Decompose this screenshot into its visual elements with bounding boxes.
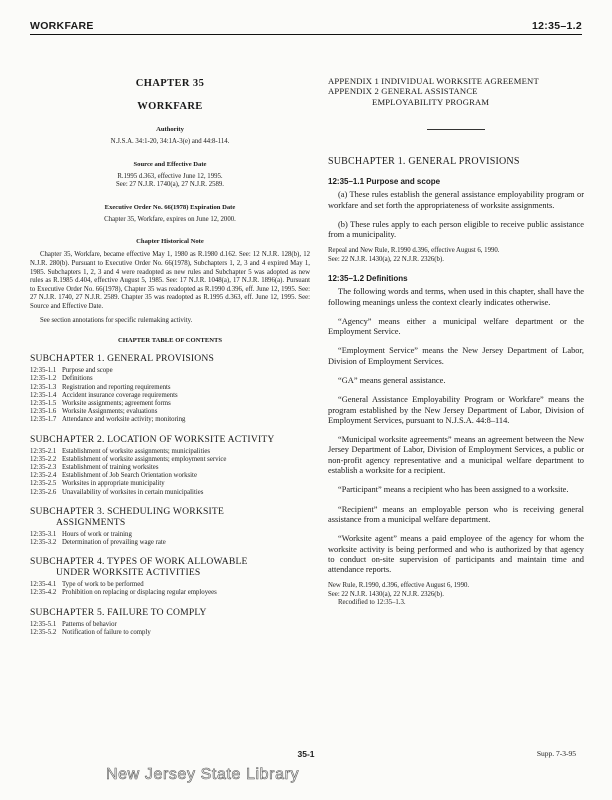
appendix-list (328, 76, 584, 107)
toc-entry (30, 448, 310, 456)
toc-entry-number: 12:35-3.1 (30, 530, 57, 538)
toc-entry-title: Registration and reporting requirements (62, 383, 171, 391)
source-heading: Source and Effective Date (133, 160, 207, 168)
definition-item: “GA” means general assistance. (338, 376, 446, 385)
definition-item: “Recipient” means an employable person who is receiving general assistance from a municipal welfare department. (328, 504, 584, 524)
toc-entry-title: Establishment of Job Search Orientation worksite (62, 472, 197, 480)
toc-subchapter-4 (30, 556, 310, 578)
section-1-2-note-line-3: Recodified to 12:35–1.3. (338, 599, 406, 607)
toc-entry-number: 12:35-2.1 (30, 447, 57, 455)
definition-item: “General Assistance Employability Program or Workfare” means the program established by the New Jersey Department of Labor, Division of Employment Services, pursuant to N.J.S.A. 44:8–114. (328, 395, 584, 425)
toc-entry-title: Worksites in appropriate municipality (62, 480, 165, 488)
toc-entry-title: Worksite assignments; agreement forms (62, 399, 171, 407)
toc-entry-number: 12:35-1.6 (30, 408, 57, 416)
toc-subchapter-5: SUBCHAPTER 5. FAILURE TO COMPLY (30, 606, 207, 618)
toc-entry-title: Establishment of training worksites (62, 463, 159, 471)
header-chapter-name: WORKFARE (30, 20, 94, 32)
toc-entry (30, 392, 310, 400)
section-1-1-note-line-1: Repeal and New Rule, R.1990 d.396, effective August 6, 1990. (328, 247, 500, 255)
toc-entry (30, 464, 310, 472)
toc-entry-number: 12:35-4.2 (30, 589, 57, 597)
toc-entry-title: Type of work to be performed (62, 581, 144, 589)
right-column (328, 76, 584, 608)
toc-entry-title: Unavailability of worksites in certain municipalities (62, 488, 204, 496)
toc-entry (30, 375, 310, 383)
chapter-title: WORKFARE (137, 101, 203, 112)
toc-entry (30, 581, 310, 589)
toc-entry-title: Hours of work or training (62, 530, 132, 538)
library-watermark: New Jersey State Library (106, 766, 300, 783)
toc-subchapter-3 (30, 506, 310, 528)
toc-subchapter-2: SUBCHAPTER 2. LOCATION OF WORKSITE ACTIVITY (30, 433, 275, 445)
section-divider (427, 129, 485, 130)
page-number: 35-1 (297, 749, 315, 759)
chapter-number: CHAPTER 35 (135, 78, 205, 89)
toc-subchapter-3-line-1: SUBCHAPTER 3. SCHEDULING WORKSITE (30, 505, 225, 517)
exec-order-text: Chapter 35, Workfare, expires on June 12, 2000. (104, 215, 236, 223)
toc-entry-number: 12:35-1.5 (30, 399, 57, 407)
definition-item: “Participant” means a recipient who has been assigned to a worksite. (338, 485, 569, 495)
toc-entry (30, 589, 310, 597)
toc-list-5 (30, 621, 310, 637)
toc-subchapter-1: SUBCHAPTER 1. GENERAL PROVISIONS (30, 353, 215, 365)
toc-list-4 (30, 581, 310, 597)
section-1-1-note (328, 247, 584, 264)
left-column (30, 78, 310, 637)
see-annotations: See section annotations for specific rulemaking activity. (40, 316, 193, 324)
toc-entry-number: 12:35-1.2 (30, 375, 57, 383)
toc-entry (30, 489, 310, 497)
definition-item: “Agency” means either a municipal welfare department or the Employment Service. (328, 316, 584, 337)
toc-entry (30, 384, 310, 392)
toc-entry (30, 400, 310, 408)
toc-entry (30, 531, 310, 539)
toc-entry-number: 12:35-2.6 (30, 488, 57, 496)
toc-list-2 (30, 448, 310, 497)
toc-entry-title: Establishment of worksite assignments; employment service (62, 455, 227, 463)
toc-entry-title: Notification of failure to comply (62, 628, 151, 636)
toc-entry-number: 12:35-1.1 (30, 367, 57, 375)
toc-entry-number: 12:35-2.3 (30, 463, 57, 471)
authority-text: N.J.S.A. 34:1-20, 34:1A-3(e) and 44:8-114. (110, 138, 230, 145)
supplement-date: Supp. 7-3-95 (536, 749, 576, 758)
toc-list-1 (30, 367, 310, 424)
toc-entry (30, 539, 310, 547)
toc-entry-number: 12:35-2.5 (30, 480, 57, 488)
source-line-2: See: 27 N.J.R. 1740(a), 27 N.J.R. 2589. (116, 181, 224, 189)
section-1-1-b: (b) These rules apply to each person eligible to receive public assistance from a municipality. (328, 219, 584, 240)
header-rule (30, 34, 582, 35)
toc-entry (30, 416, 310, 424)
section-1-2-intro: The following words and terms, when used in this chapter, shall have the following meanings unless the context clearly indicates otherwise. (328, 287, 584, 307)
toc-entry-number: 12:35-5.1 (30, 620, 57, 628)
historical-note-text: Chapter 35, Workfare, became effective May 1, 1980 as R.1980 d.162. See: 12 N.J.R. 128(b), 12 N.J.R. 280(b). Pursuant to Executive Order No. 66(1978), Subchapters 1, 2, 3 and 4 expired May 1, 1985. Subchapters 1, 2, 3 and 4 were readopted as new rules and Subchapter 5 was adopted as new rules as R.1985 d.404, effective August 5, 1985. See: 17 N.J.R. 1048(a), 17 N.J.R. 1896(a). Pursuant to Executive Order No. 66(1978), Chapter 35 was readopted as R.1990 d.396, eff. June 12, 1995. See: 27 N.J.R. 1740, 27 N.J.R. 2589. Chapter 35 was readopted as R.1995 d.363, eff. June 12, 1995. See: Source and Effective Date. (30, 251, 310, 310)
appendix-2-line-1: APPENDIX 2 GENERAL ASSISTANCE (328, 86, 478, 97)
section-1-1-note-line-2: See: 22 N.J.R. 1430(a), 22 N.J.R. 2326(b). (328, 255, 444, 263)
toc-entry-title: Purpose and scope (62, 367, 113, 375)
historical-note-heading: Chapter Historical Note (136, 238, 204, 246)
toc-entry-title: Definitions (62, 375, 93, 383)
toc-entry-title: Accident insurance coverage requirements (62, 391, 178, 399)
section-1-2-note (328, 582, 584, 607)
toc-entry (30, 408, 310, 416)
toc-entry-number: 12:35-1.4 (30, 391, 57, 399)
toc-entry-number: 12:35-2.4 (30, 472, 57, 480)
toc-subchapter-3-line-2: ASSIGNMENTS (56, 516, 126, 528)
section-1-2-note-line-1: New Rule, R.1990, d.396, effective August 6, 1990. (328, 582, 470, 590)
toc-entry-number: 12:35-1.7 (30, 416, 57, 424)
toc-list-3 (30, 531, 310, 547)
toc-entry-title: Attendance and worksite activity; monitoring (62, 416, 186, 424)
toc-entry (30, 472, 310, 480)
appendix-2-line-2: EMPLOYABILITY PROGRAM (372, 96, 490, 107)
toc-entry-title: Determination of prevailing wage rate (62, 538, 166, 546)
subchapter-1-heading: SUBCHAPTER 1. GENERAL PROVISIONS (328, 156, 520, 168)
section-1-1-heading: 12:35–1.1 Purpose and scope (328, 177, 441, 187)
definition-item: “Municipal worksite agreements” means an agreement between the New Jersey Department of Labor, Division of Employment Services, a public or non-profit agency representative and a municipal welfare department to establish a worksite for a recipient. (328, 435, 584, 476)
source-line-1: R.1995 d.363, effective June 12, 1995. (117, 172, 223, 180)
definitions-list (328, 317, 584, 576)
toc-entry (30, 480, 310, 488)
toc-entry (30, 629, 310, 637)
toc-entry (30, 456, 310, 464)
authority-heading: Authority (156, 126, 184, 133)
section-1-2-heading: 12:35–1.2 Definitions (328, 274, 408, 284)
header-section-range: 12:35–1.2 (532, 20, 582, 32)
toc-entry-number: 12:35-4.1 (30, 581, 57, 589)
running-header (30, 16, 582, 32)
toc-entry-title: Patterns of behavior (62, 620, 117, 628)
appendix-1: APPENDIX 1 INDIVIDUAL WORKSITE AGREEMENT (328, 76, 539, 86)
toc-entry (30, 367, 310, 375)
exec-order-heading: Executive Order No. 66(1978) Expiration Date (104, 203, 236, 211)
toc-subchapter-4-line-1: SUBCHAPTER 4. TYPES OF WORK ALLOWABLE (30, 556, 248, 568)
toc-entry-number: 12:35-5.2 (30, 628, 57, 636)
toc-entry-number: 12:35-1.3 (30, 383, 57, 391)
toc-title: CHAPTER TABLE OF CONTENTS (117, 337, 223, 345)
definition-item: “Employment Service” means the New Jersey Department of Labor, Division of Employment Services. (328, 346, 584, 366)
definition-item: “Worksite agent” means a paid employee of the agency for whom the worksite activity is being performed and who is authorized by that agency to conduct on-site supervision of participants and maintain time and attendance reports. (328, 534, 584, 575)
toc-subchapter-4-line-2: UNDER WORKSITE ACTIVITIES (56, 567, 201, 579)
toc-entry-title: Prohibition on replacing or displacing regular employees (62, 589, 217, 597)
section-1-2-note-line-2: See: 22 N.J.R. 1430(a), 22 N.J.R. 2326(b). (328, 590, 444, 598)
toc-entry (30, 621, 310, 629)
toc-entry-number: 12:35-2.2 (30, 455, 57, 463)
toc-entry-title: Worksite Assignments; evaluations (62, 408, 158, 416)
toc-entry-title: Establishment of worksite assignments; municipalities (62, 447, 211, 455)
section-1-1-a: (a) These rules establish the general assistance employability program or workfare and set forth the appropriateness of worksite assignments. (328, 190, 584, 210)
toc-entry-number: 12:35-3.2 (30, 538, 57, 546)
